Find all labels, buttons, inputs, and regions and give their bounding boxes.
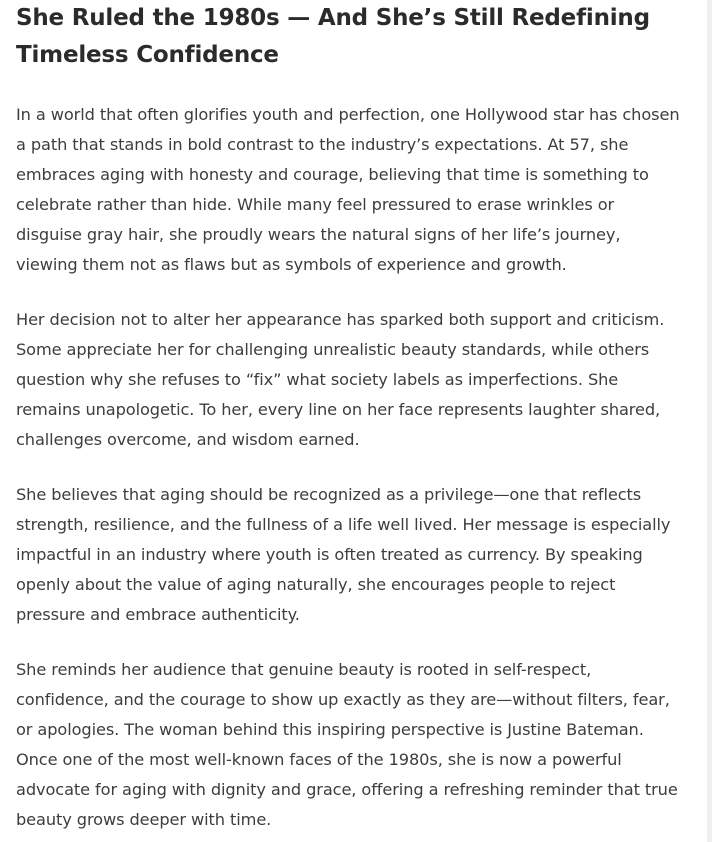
article-paragraph-4: She reminds her audience that genuine beauty is rooted in self-respect, confidence, and the courage to show up exactly as they are—without filters, fear, or apologies. The woman behind this inspiring perspective is Justine Bateman. Once one of the most well-known faces of the 1980s, she is now a powerful advocate for aging with dignity and grace, offering a refreshing reminder that true beauty grows deeper with time.: [16, 660, 678, 829]
article-paragraph-1: In a world that often glorifies youth and perfection, one Hollywood star has chosen a path that stands in bold contrast to the industry’s expectations. At 57, she embraces aging with honesty and courage, believing that time is something to celebrate rather than hide. While many feel pressured to erase wrinkles or disguise gray hair, she proudly wears the natural signs of her life’s journey, viewing them not as flaws but as symbols of experience and growth.: [16, 105, 680, 274]
article-paragraph-3: She believes that aging should be recognized as a privilege—one that reflects strength, resilience, and the fullness of a life well lived. Her message is especially impactful in an industry where youth is often treated as currency. By speaking openly about the value of aging naturally, she encourages people to reject pressure and embrace authenticity.: [16, 485, 671, 624]
article-title: She Ruled the 1980s — And She’s Still Redefining Timeless Confidence: [16, 5, 650, 68]
article-body: [16, 0, 684, 835]
article-paragraph-2: Her decision not to alter her appearance has sparked both support and criticism. Some appreciate her for challenging unrealistic beauty standards, while others question why she refuses to “fix” what society labels as imperfections. She remains unapologetic. To her, every line on her face represents laughter shared, challenges overcome, and wisdom earned.: [16, 310, 665, 449]
vertical-scrollbar[interactable]: [707, 0, 712, 842]
